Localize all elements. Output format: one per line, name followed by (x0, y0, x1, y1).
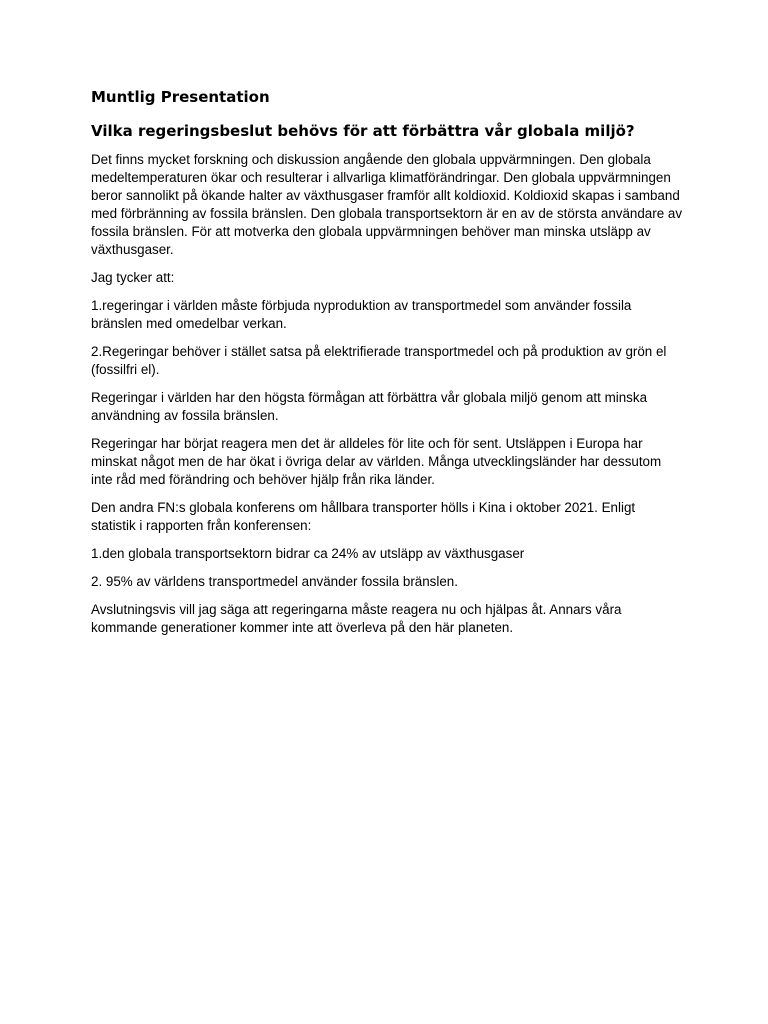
paragraph-point-1: 1.regeringar i världen måste förbjuda nyproduktion av transportmedel som använder fossila bränslen med omedelbar verkan. (91, 298, 632, 331)
paragraph-intro: Det finns mycket forskning och diskussion angående den globala uppvärmningen. Den globala medeltemperaturen ökar och resulterar i allvarliga klimatförändringar. Den globala uppvärmningen beror sannolikt på ökande halter av växthusgaser framför allt koldioxid. Koldioxid skapas i samband med förbränning av fossila bränslen. Den globala transportsektorn är en av de största användare av fossila bränslen. För att motverka den globala uppvärmningen behöver man minska utsläpp av växthusgaser. (91, 152, 683, 257)
paragraph-statistic-1: 1.den globala transportsektorn bidrar ca 24% av utsläpp av växthusgaser (91, 546, 525, 561)
paragraph-government-ability: Regeringar i världen har den högsta förmågan att förbättra vår globala miljö genom att minska användning av fossila bränslen. (91, 390, 648, 423)
document-title: Muntlig Presentation (91, 88, 270, 106)
paragraph-point-2: 2.Regeringar behöver i stället satsa på elektrifierade transportmedel och på produktion av grön el (fossilfri el). (91, 344, 667, 377)
paragraph-opinion-lead: Jag tycker att: (91, 270, 175, 285)
paragraph-statistic-2: 2. 95% av världens transportmedel använder fossila bränslen. (91, 574, 458, 589)
document-question: Vilka regeringsbeslut behövs för att förbättra vår globala miljö? (91, 122, 635, 140)
paragraph-conclusion: Avslutningsvis vill jag säga att regeringarna måste reagera nu och hjälpas åt. Annars våra kommande generationer kommer inte att överleva på den här planeten. (91, 602, 622, 635)
paragraph-government-reaction: Regeringar har börjat reagera men det är alldeles för lite och för sent. Utsläppen i Europa har minskat något men de har ökat i övriga delar av världen. Många utvecklingsländer har dessutom inte råd med förändring och behöver hjälp från rika länder. (91, 436, 662, 487)
paragraph-conference: Den andra FN:s globala konferens om hållbara transporter hölls i Kina i oktober 2021. Enligt statistik i rapporten från konferensen: (91, 500, 636, 533)
document-page (91, 86, 683, 647)
